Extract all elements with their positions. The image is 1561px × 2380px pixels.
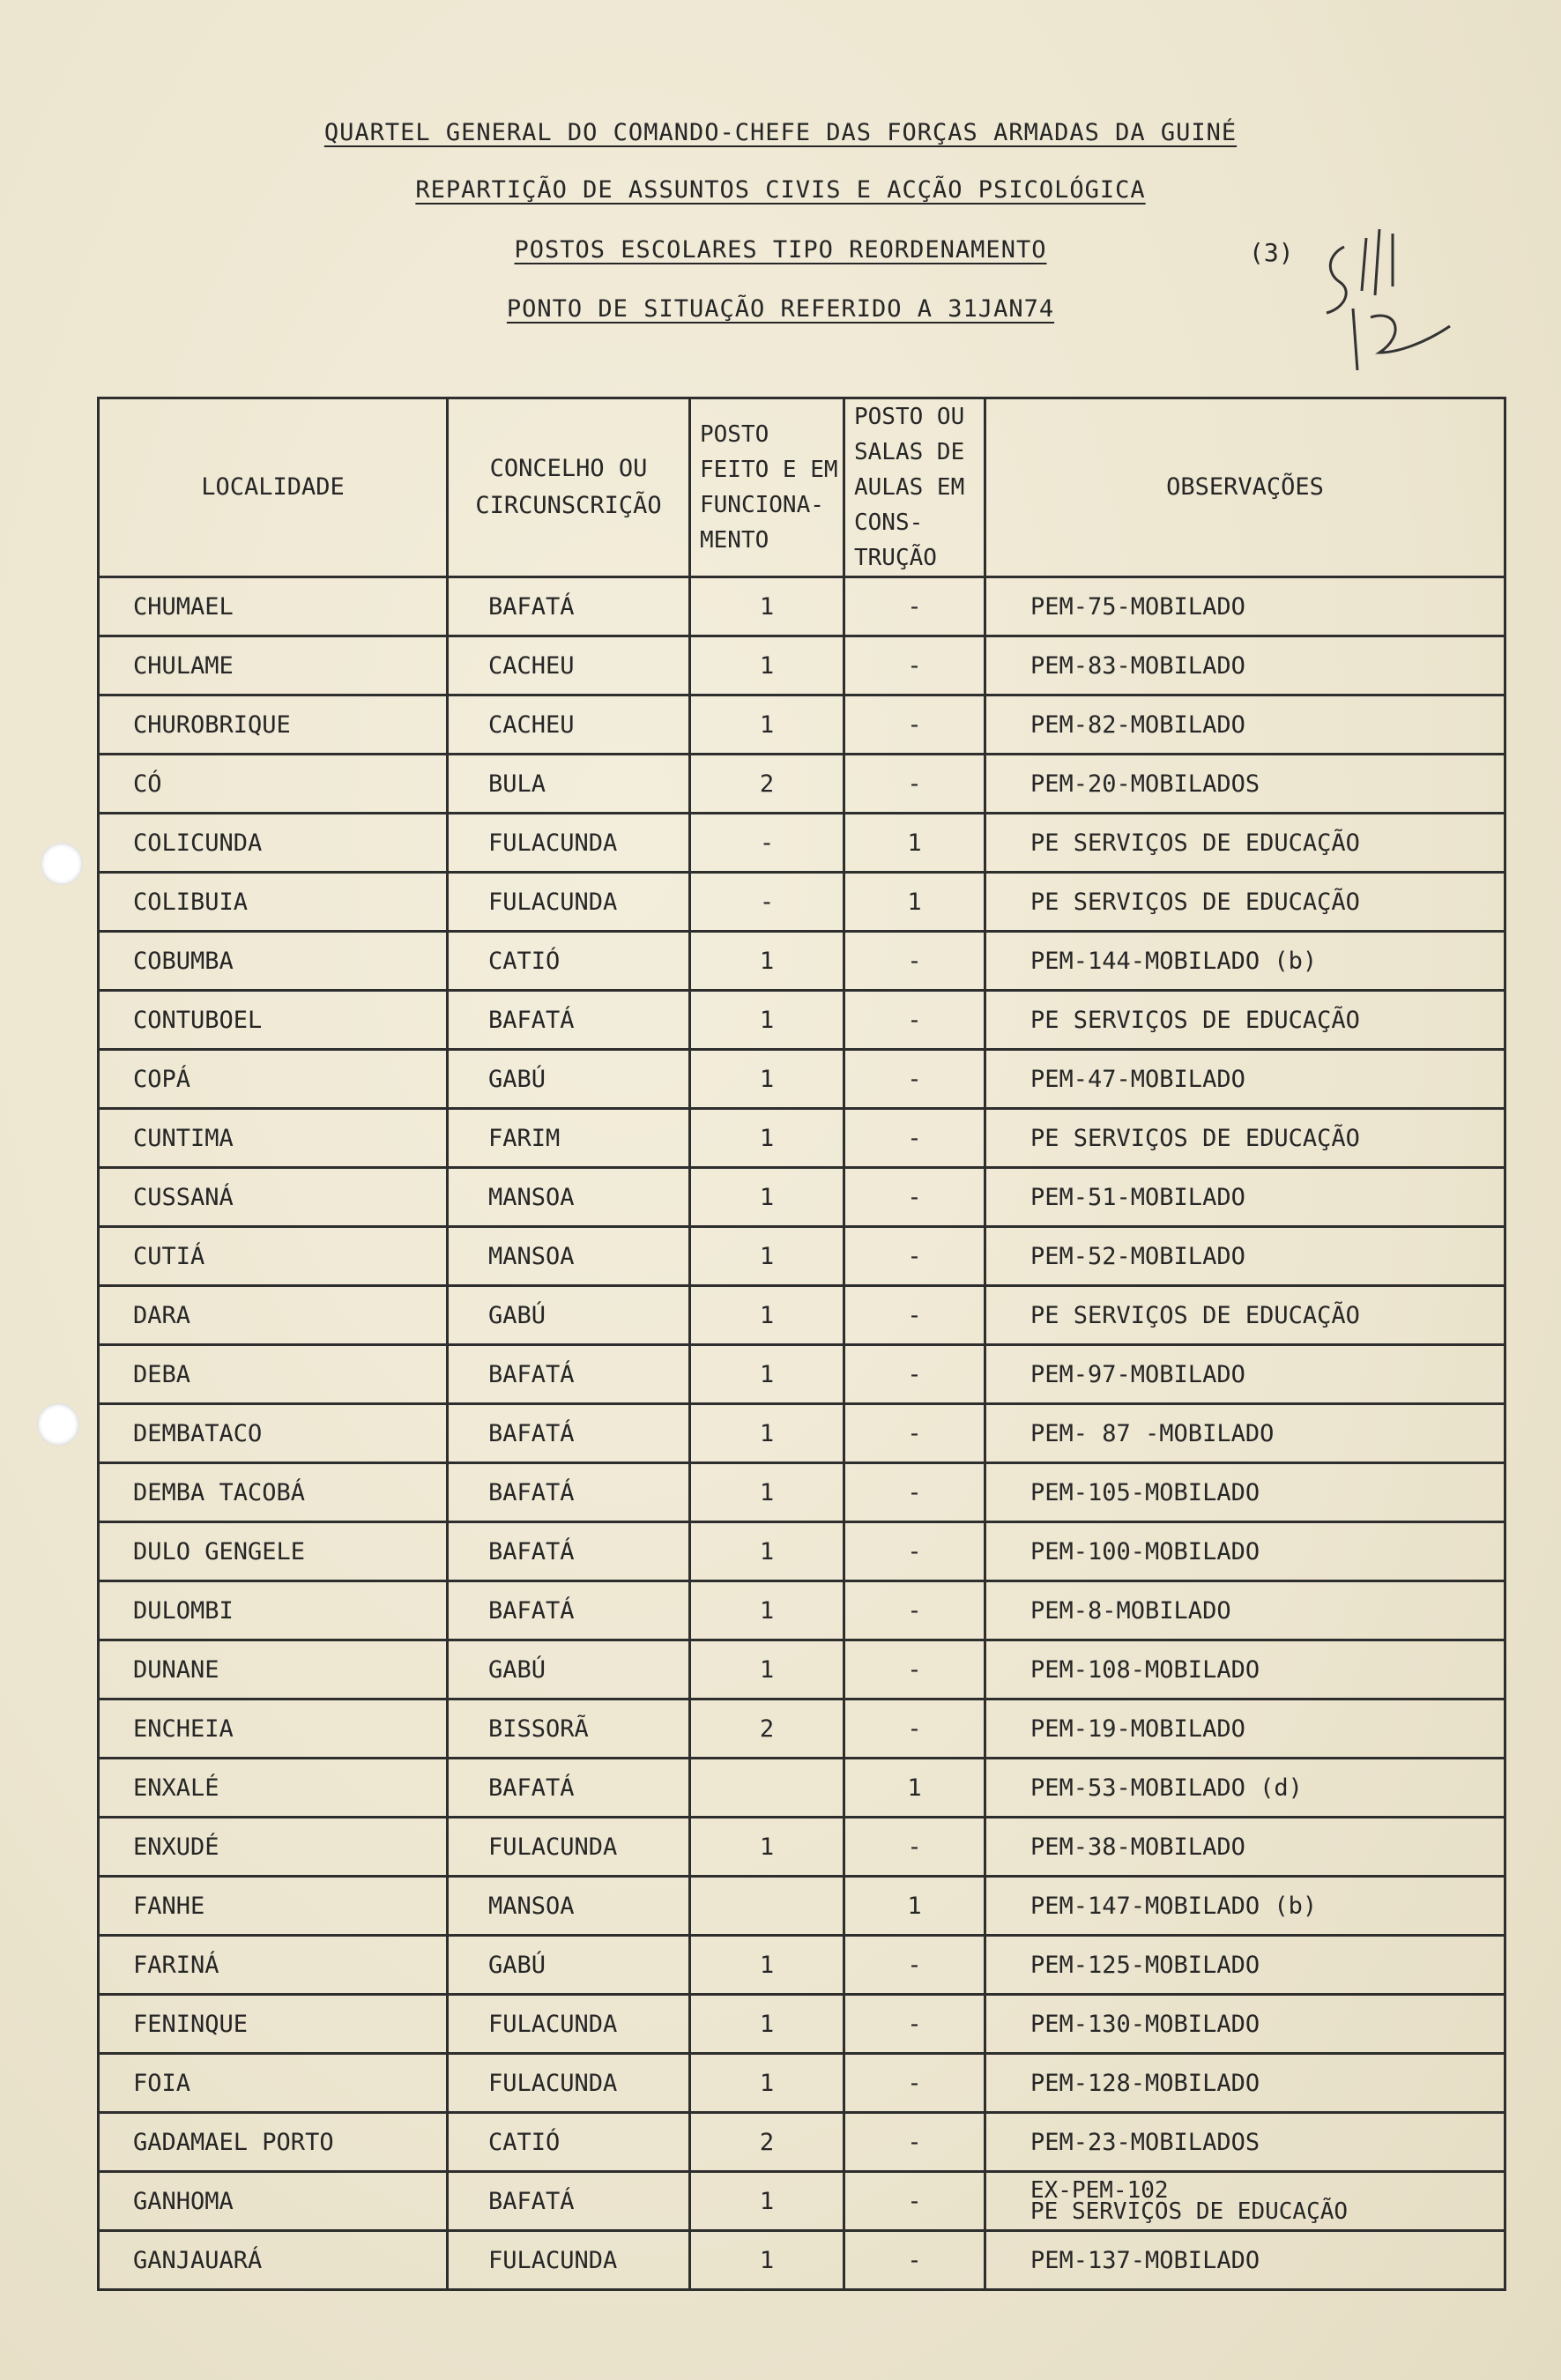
cell-posto-construcao: -: [844, 1463, 985, 1522]
cell-concelho: FULACUNDA: [448, 814, 690, 873]
cell-concelho: MANSOA: [448, 1227, 690, 1286]
cell-localidade: CHUMAEL: [99, 577, 448, 636]
cell-concelho: BAFATÁ: [448, 577, 690, 636]
table-row: [99, 1995, 1505, 2054]
cell-observacoes: PEM-47-MOBILADO: [985, 1050, 1505, 1109]
cell-posto-feito: 1: [690, 1345, 844, 1404]
punch-hole: [37, 1403, 79, 1446]
cell-observacoes: PEM-23-MOBILADOS: [985, 2113, 1505, 2172]
cell-localidade: FENINQUE: [99, 1995, 448, 2054]
cell-concelho: FULACUNDA: [448, 2231, 690, 2290]
cell-localidade: FARINÁ: [99, 1936, 448, 1995]
cell-concelho: MANSOA: [448, 1168, 690, 1227]
cell-posto-construcao: 1: [844, 1759, 985, 1818]
cell-posto-feito: 1: [690, 991, 844, 1050]
cell-posto-construcao: -: [844, 1818, 985, 1877]
cell-concelho: CATIÓ: [448, 932, 690, 991]
cell-posto-construcao: -: [844, 1227, 985, 1286]
cell-observacoes: PEM- 87 -MOBILADO: [985, 1404, 1505, 1463]
table-row: [99, 1877, 1505, 1936]
cell-observacoes-line-1: EX-PEM-102: [1030, 2177, 1169, 2204]
cell-concelho: CACHEU: [448, 636, 690, 695]
cell-localidade: CUSSANÁ: [99, 1168, 448, 1227]
cell-observacoes: PEM-130-MOBILADO: [985, 1995, 1505, 2054]
cell-posto-feito: -: [690, 814, 844, 873]
table-row: [99, 873, 1505, 932]
cell-concelho: GABÚ: [448, 1050, 690, 1109]
cell-posto-construcao: -: [844, 1522, 985, 1581]
cell-concelho: FULACUNDA: [448, 873, 690, 932]
cell-localidade: DUNANE: [99, 1640, 448, 1699]
table-row: [99, 636, 1505, 695]
cell-posto-construcao: -: [844, 577, 985, 636]
table-row: [99, 577, 1505, 636]
handwritten-initials: [1318, 220, 1459, 370]
cell-posto-construcao: -: [844, 991, 985, 1050]
table-row: [99, 932, 1505, 991]
cell-posto-feito: 1: [690, 1522, 844, 1581]
cell-observacoes: PEM-51-MOBILADO: [985, 1168, 1505, 1227]
cell-concelho: BAFATÁ: [448, 1404, 690, 1463]
cell-concelho: BAFATÁ: [448, 991, 690, 1050]
cell-posto-construcao: -: [844, 1345, 985, 1404]
table-row: [99, 1050, 1505, 1109]
header-line-3: POSTOS ESCOLARES TIPO REORDENAMENTO: [514, 236, 1047, 264]
cell-posto-feito: 1: [690, 695, 844, 755]
cell-concelho: BAFATÁ: [448, 1345, 690, 1404]
cell-posto-construcao: -: [844, 1109, 985, 1168]
cell-localidade: DULOMBI: [99, 1581, 448, 1640]
cell-localidade: DULO GENGELE: [99, 1522, 448, 1581]
cell-posto-feito: 1: [690, 2231, 844, 2290]
cell-posto-feito: 2: [690, 1699, 844, 1759]
cell-posto-feito: 1: [690, 1581, 844, 1640]
cell-observacoes: PEM-137-MOBILADO: [985, 2231, 1505, 2290]
cell-concelho: FULACUNDA: [448, 2054, 690, 2113]
cell-posto-feito: 1: [690, 2054, 844, 2113]
cell-observacoes: PEM-108-MOBILADO: [985, 1640, 1505, 1699]
table-row: [99, 2172, 1505, 2231]
table-row: [99, 2054, 1505, 2113]
cell-localidade: DARA: [99, 1286, 448, 1345]
cell-posto-feito: 1: [690, 1227, 844, 1286]
table-row: [99, 1286, 1505, 1345]
table-row: [99, 1818, 1505, 1877]
header-observacoes: OBSERVAÇÕES: [985, 398, 1505, 577]
cell-observacoes: PEM-105-MOBILADO: [985, 1463, 1505, 1522]
cell-posto-feito: 1: [690, 1936, 844, 1995]
cell-concelho: CATIÓ: [448, 2113, 690, 2172]
cell-observacoes: PEM-75-MOBILADO: [985, 577, 1505, 636]
cell-posto-construcao: -: [844, 755, 985, 814]
cell-localidade: GADAMAEL PORTO: [99, 2113, 448, 2172]
cell-observacoes-line-2: PE SERVIÇOS DE EDUCAÇÃO: [1030, 2198, 1349, 2225]
cell-posto-feito: [690, 1877, 844, 1936]
cell-posto-construcao: -: [844, 1936, 985, 1995]
cell-posto-construcao: -: [844, 1404, 985, 1463]
table-row: [99, 1227, 1505, 1286]
table-row: [99, 1168, 1505, 1227]
cell-localidade: FOIA: [99, 2054, 448, 2113]
cell-localidade: CUNTIMA: [99, 1109, 448, 1168]
cell-posto-construcao: 1: [844, 873, 985, 932]
cell-posto-construcao: -: [844, 695, 985, 755]
cell-posto-feito: 1: [690, 1050, 844, 1109]
cell-localidade: CUTIÁ: [99, 1227, 448, 1286]
cell-posto-construcao: -: [844, 2231, 985, 2290]
cell-observacoes: PEM-125-MOBILADO: [985, 1936, 1505, 1995]
table-row: [99, 1463, 1505, 1522]
cell-observacoes: PEM-8-MOBILADO: [985, 1581, 1505, 1640]
cell-posto-feito: 1: [690, 1818, 844, 1877]
cell-posto-feito: [690, 1759, 844, 1818]
cell-localidade: CHUROBRIQUE: [99, 695, 448, 755]
cell-observacoes: PEM-82-MOBILADO: [985, 695, 1505, 755]
cell-posto-feito: 2: [690, 2113, 844, 2172]
cell-concelho: GABÚ: [448, 1640, 690, 1699]
cell-posto-construcao: -: [844, 636, 985, 695]
cell-posto-feito: 1: [690, 577, 844, 636]
cell-observacoes: PEM-128-MOBILADO: [985, 2054, 1505, 2113]
cell-concelho: FARIM: [448, 1109, 690, 1168]
cell-posto-feito: 1: [690, 1640, 844, 1699]
table-row: [99, 1522, 1505, 1581]
page-reference: (3): [1249, 238, 1294, 267]
cell-posto-construcao: -: [844, 2172, 985, 2231]
cell-observacoes: PE SERVIÇOS DE EDUCAÇÃO: [985, 991, 1505, 1050]
cell-posto-construcao: 1: [844, 1877, 985, 1936]
table-row: [99, 1699, 1505, 1759]
cell-localidade: CHULAME: [99, 636, 448, 695]
cell-localidade: COLIBUIA: [99, 873, 448, 932]
cell-localidade: COLICUNDA: [99, 814, 448, 873]
cell-localidade: ENCHEIA: [99, 1699, 448, 1759]
cell-observacoes: PEM-100-MOBILADO: [985, 1522, 1505, 1581]
header-line-2: REPARTIÇÃO DE ASSUNTOS CIVIS E ACÇÃO PSICOLÓGICA: [415, 176, 1146, 204]
cell-posto-feito: 1: [690, 1404, 844, 1463]
cell-concelho: CACHEU: [448, 695, 690, 755]
cell-localidade: COBUMBA: [99, 932, 448, 991]
table-row: [99, 814, 1505, 873]
cell-posto-construcao: -: [844, 1699, 985, 1759]
table-row: [99, 695, 1505, 755]
cell-posto-feito: 1: [690, 1995, 844, 2054]
cell-posto-construcao: -: [844, 1581, 985, 1640]
header-concelho: CONCELHO OU CIRCUNSCRIÇÃO: [448, 398, 690, 577]
cell-posto-feito: 1: [690, 1463, 844, 1522]
table-row: [99, 991, 1505, 1050]
cell-localidade: ENXUDÉ: [99, 1818, 448, 1877]
cell-observacoes: PEM-97-MOBILADO: [985, 1345, 1505, 1404]
cell-localidade: DEMBA TACOBÁ: [99, 1463, 448, 1522]
header-posto-feito: POSTO FEITO E EM FUNCIONA-MENTO: [690, 398, 844, 577]
cell-posto-construcao: -: [844, 1168, 985, 1227]
cell-posto-feito: 1: [690, 2172, 844, 2231]
cell-concelho: FULACUNDA: [448, 1995, 690, 2054]
cell-concelho: BULA: [448, 755, 690, 814]
cell-observacoes: PEM-144-MOBILADO (b): [985, 932, 1505, 991]
cell-observacoes: PEM-20-MOBILADOS: [985, 755, 1505, 814]
cell-posto-construcao: -: [844, 932, 985, 991]
cell-concelho: BISSORÃ: [448, 1699, 690, 1759]
cell-localidade: CONTUBOEL: [99, 991, 448, 1050]
cell-localidade: DEBA: [99, 1345, 448, 1404]
cell-observacoes: PEM-53-MOBILADO (d): [985, 1759, 1505, 1818]
cell-localidade: GANHOMA: [99, 2172, 448, 2231]
cell-observacoes: PEM-83-MOBILADO: [985, 636, 1505, 695]
table-row: [99, 1404, 1505, 1463]
header-localidade: LOCALIDADE: [99, 398, 448, 577]
cell-concelho: BAFATÁ: [448, 2172, 690, 2231]
cell-localidade: ENXALÉ: [99, 1759, 448, 1818]
cell-observacoes: [985, 2172, 1505, 2231]
cell-posto-feito: 1: [690, 932, 844, 991]
cell-observacoes: PE SERVIÇOS DE EDUCAÇÃO: [985, 1286, 1505, 1345]
cell-posto-feito: -: [690, 873, 844, 932]
cell-posto-construcao: 1: [844, 814, 985, 873]
table-row: [99, 1109, 1505, 1168]
table-row: [99, 2113, 1505, 2172]
table-row: [99, 1640, 1505, 1699]
cell-observacoes: PEM-52-MOBILADO: [985, 1227, 1505, 1286]
table-header-row: [99, 398, 1505, 577]
cell-concelho: GABÚ: [448, 1936, 690, 1995]
cell-posto-construcao: -: [844, 1995, 985, 2054]
cell-localidade: FANHE: [99, 1877, 448, 1936]
table-row: [99, 1936, 1505, 1995]
table-row: [99, 1759, 1505, 1818]
cell-observacoes: PEM-38-MOBILADO: [985, 1818, 1505, 1877]
cell-concelho: FULACUNDA: [448, 1818, 690, 1877]
cell-posto-construcao: -: [844, 1050, 985, 1109]
table-row: [99, 2231, 1505, 2290]
cell-concelho: MANSOA: [448, 1877, 690, 1936]
cell-concelho: BAFATÁ: [448, 1522, 690, 1581]
cell-posto-feito: 2: [690, 755, 844, 814]
cell-posto-feito: 1: [690, 636, 844, 695]
cell-posto-feito: 1: [690, 1168, 844, 1227]
cell-observacoes: PEM-147-MOBILADO (b): [985, 1877, 1505, 1936]
cell-posto-feito: 1: [690, 1109, 844, 1168]
cell-posto-feito: 1: [690, 1286, 844, 1345]
cell-concelho: BAFATÁ: [448, 1463, 690, 1522]
cell-posto-construcao: -: [844, 2113, 985, 2172]
header-line-1: QUARTEL GENERAL DO COMANDO-CHEFE DAS FORÇAS ARMADAS DA GUINÉ: [323, 119, 1238, 146]
cell-observacoes: PE SERVIÇOS DE EDUCAÇÃO: [985, 1109, 1505, 1168]
table-row: [99, 755, 1505, 814]
schools-table: [97, 397, 1506, 2291]
cell-concelho: BAFATÁ: [448, 1581, 690, 1640]
cell-concelho: BAFATÁ: [448, 1759, 690, 1818]
header-line-4: PONTO DE SITUAÇÃO REFERIDO A 31JAN74: [506, 295, 1055, 323]
cell-posto-construcao: -: [844, 1286, 985, 1345]
cell-concelho: GABÚ: [448, 1286, 690, 1345]
punch-hole: [41, 843, 83, 885]
header-posto-construcao: POSTO OU SALAS DE AULAS EM CONS-TRUÇÃO: [844, 398, 985, 577]
cell-observacoes: PEM-19-MOBILADO: [985, 1699, 1505, 1759]
cell-localidade: DEMBATACO: [99, 1404, 448, 1463]
cell-posto-construcao: -: [844, 2054, 985, 2113]
table-row: [99, 1345, 1505, 1404]
cell-posto-construcao: -: [844, 1640, 985, 1699]
cell-localidade: GANJAUARÁ: [99, 2231, 448, 2290]
cell-observacoes: PE SERVIÇOS DE EDUCAÇÃO: [985, 873, 1505, 932]
cell-observacoes: PE SERVIÇOS DE EDUCAÇÃO: [985, 814, 1505, 873]
cell-localidade: COPÁ: [99, 1050, 448, 1109]
cell-localidade: CÓ: [99, 755, 448, 814]
table-row: [99, 1581, 1505, 1640]
